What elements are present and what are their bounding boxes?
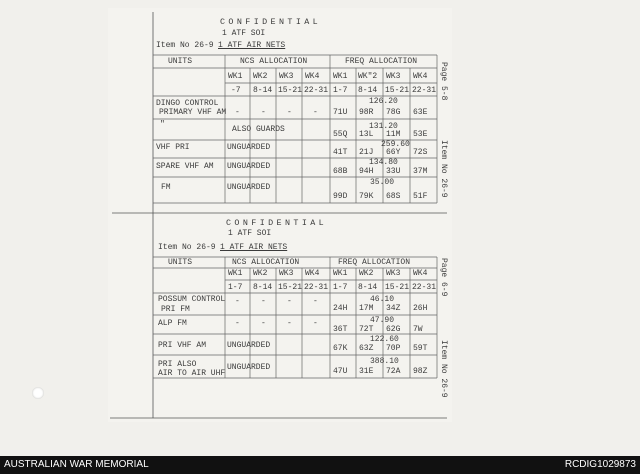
ncs-day-range: 8-14: [253, 283, 273, 292]
ncs-day-range: 22-31: [304, 86, 329, 95]
ncs-cell: UNGUARDED: [227, 341, 271, 350]
freq-week-label: WK"2: [358, 72, 378, 81]
frequency-value: 35.00: [370, 178, 395, 187]
freq-code: 26H: [413, 304, 428, 313]
record-id: RCDIG1029873: [564, 459, 636, 470]
ncs-day-range: 22-31: [304, 283, 329, 292]
ncs-cell: -: [235, 108, 240, 117]
freq-day-range: 22-31: [412, 86, 437, 95]
freq-day-range: 22-31: [412, 283, 437, 292]
freq-code: 78G: [386, 108, 401, 117]
ncs-cell: -: [261, 297, 266, 306]
unit-name: PRI FM: [161, 305, 190, 314]
sheet1-item-number: Item No 26-9: [156, 41, 214, 50]
ncs-cell: -: [261, 319, 266, 328]
sheet1-title: 1 ATF AIR NETS: [218, 41, 286, 50]
unit-name: DINGO CONTROL: [156, 99, 219, 108]
ncs-cell: UNGUARDED: [227, 363, 271, 372]
unit-name: FM: [161, 183, 171, 192]
sheet1-page-note: Page 5-8: [439, 62, 448, 101]
ncs-cell: -: [287, 297, 292, 306]
freq-week-label: WK3: [386, 269, 401, 278]
ncs-cell: -: [313, 319, 318, 328]
unit-name: PRIMARY VHF AM: [159, 108, 227, 117]
freq-code: 63Z: [359, 344, 374, 353]
unit-name: SPARE VHF AM: [156, 162, 214, 171]
ncs-week-label: WK2: [253, 269, 268, 278]
freq-code: 11M: [386, 130, 401, 139]
freq-day-range: 8-14: [358, 86, 378, 95]
freq-code: 94H: [359, 167, 374, 176]
freq-code: 24H: [333, 304, 348, 313]
ncs-day-range: 1-7: [228, 283, 243, 292]
frequency-value: 122.60: [370, 335, 399, 344]
sheet2-heading: CONFIDENTIAL: [226, 218, 328, 228]
freq-code: 41T: [333, 148, 348, 157]
unit-name: ALP FM: [158, 319, 187, 328]
sheet2-item-number: Item No 26-9: [158, 243, 216, 252]
ncs-week-label: WK2: [253, 72, 268, 81]
sheet2-page-note: Page 6-9: [439, 258, 448, 297]
freq-week-label: WK1: [333, 72, 348, 81]
freq-code: 53E: [413, 130, 428, 139]
frequency-value: 134.80: [369, 158, 398, 167]
freq-code: 99D: [333, 192, 348, 201]
freq-code: 68S: [386, 192, 401, 201]
freq-code: 31E: [359, 367, 374, 376]
freq-code: 68B: [333, 167, 348, 176]
freq-day-range: 1-7: [333, 86, 348, 95]
column-header-ncs: NCS ALLOCATION: [240, 57, 308, 66]
ncs-cell: -: [313, 297, 318, 306]
ncs-day-range: 15-21: [278, 283, 303, 292]
frequency-value: 46.10: [370, 295, 395, 304]
ncs-day-range: 8-14: [253, 86, 273, 95]
freq-code: 66Y: [386, 148, 401, 157]
freq-code: 98Z: [413, 367, 428, 376]
sheet1-heading: CONFIDENTIAL: [220, 17, 322, 27]
frequency-value: 388.10: [370, 357, 399, 366]
freq-week-label: WK1: [333, 269, 348, 278]
ncs-week-label: WK3: [279, 269, 294, 278]
freq-code: 47U: [333, 367, 348, 376]
freq-code: 55Q: [333, 130, 348, 139]
sheet1-side-note: Item No 26-9: [439, 140, 448, 198]
freq-code: 62G: [386, 325, 401, 334]
frequency-value: 126.20: [369, 97, 398, 106]
freq-code: 72T: [359, 325, 374, 334]
unit-name: PRI VHF AM: [158, 341, 207, 350]
ncs-week-label: WK1: [228, 72, 243, 81]
freq-code: 98R: [359, 108, 374, 117]
freq-code: 72A: [386, 367, 401, 376]
freq-day-range: 15-21: [385, 283, 410, 292]
ncs-cell: -: [235, 319, 240, 328]
unit-name: PRI ALSO: [158, 360, 197, 369]
ncs-cell: -: [313, 108, 318, 117]
institution-name: AUSTRALIAN WAR MEMORIAL: [4, 459, 149, 470]
freq-code: 21J: [359, 148, 374, 157]
frequency-value: 47.90: [370, 316, 395, 325]
freq-code: 17M: [359, 304, 374, 313]
freq-week-label: WK3: [386, 72, 401, 81]
sheet2-side-note: Item No 26-9: [439, 340, 448, 398]
freq-code: 79K: [359, 192, 374, 201]
column-header-freq: FREQ ALLOCATION: [345, 57, 418, 66]
ncs-cell: -: [261, 108, 266, 117]
sheet2-soi: 1 ATF SOI: [228, 229, 272, 238]
freq-code: 33U: [386, 167, 401, 176]
column-header-units: UNITS: [168, 57, 193, 66]
freq-code: 71U: [333, 108, 348, 117]
ncs-cell: -: [287, 108, 292, 117]
freq-code: 63E: [413, 108, 428, 117]
ncs-cell: UNGUARDED: [227, 162, 271, 171]
ncs-day-range: -7: [231, 86, 241, 95]
ncs-week-label: WK1: [228, 269, 243, 278]
ncs-day-range: 15-21: [278, 86, 303, 95]
freq-code: 67K: [333, 344, 348, 353]
freq-day-range: 1-7: [333, 283, 348, 292]
ncs-week-label: WK3: [279, 72, 294, 81]
ncs-cell: ALSO GUARDS: [232, 125, 285, 134]
ncs-cell: UNGUARDED: [227, 183, 271, 192]
ncs-cell: -: [287, 319, 292, 328]
frequency-value: 259.60: [381, 140, 410, 149]
freq-day-range: 15-21: [385, 86, 410, 95]
freq-week-label: WK4: [413, 269, 428, 278]
archive-footer-bar: [0, 456, 640, 474]
freq-code: 13L: [359, 130, 374, 139]
freq-code: 36T: [333, 325, 348, 334]
freq-code: 7W: [413, 325, 423, 334]
unit-name: POSSUM CONTROL: [158, 295, 226, 304]
freq-code: 34Z: [386, 304, 401, 313]
freq-week-label: WK4: [413, 72, 428, 81]
sheet2-title: 1 ATF AIR NETS: [220, 243, 288, 252]
freq-day-range: 8-14: [358, 283, 378, 292]
freq-code: 37M: [413, 167, 428, 176]
freq-code: 51F: [413, 192, 428, 201]
column-header-ncs: NCS ALLOCATION: [232, 258, 300, 267]
column-header-freq: FREQ ALLOCATION: [338, 258, 411, 267]
unit-name: VHF PRI: [156, 143, 190, 152]
column-header-units: UNITS: [168, 258, 193, 267]
sheet1-soi: 1 ATF SOI: [222, 29, 266, 38]
freq-code: 72S: [413, 148, 428, 157]
freq-code: 70P: [386, 344, 401, 353]
ncs-cell: UNGUARDED: [227, 143, 271, 152]
ncs-week-label: WK4: [305, 269, 320, 278]
unit-name: AIR TO AIR UHF: [158, 369, 226, 378]
ncs-cell: -: [235, 297, 240, 306]
unit-name: ": [160, 120, 165, 129]
freq-code: 59T: [413, 344, 428, 353]
frequency-value: 131.20: [369, 122, 398, 131]
ncs-week-label: WK4: [305, 72, 320, 81]
freq-week-label: WK2: [359, 269, 374, 278]
